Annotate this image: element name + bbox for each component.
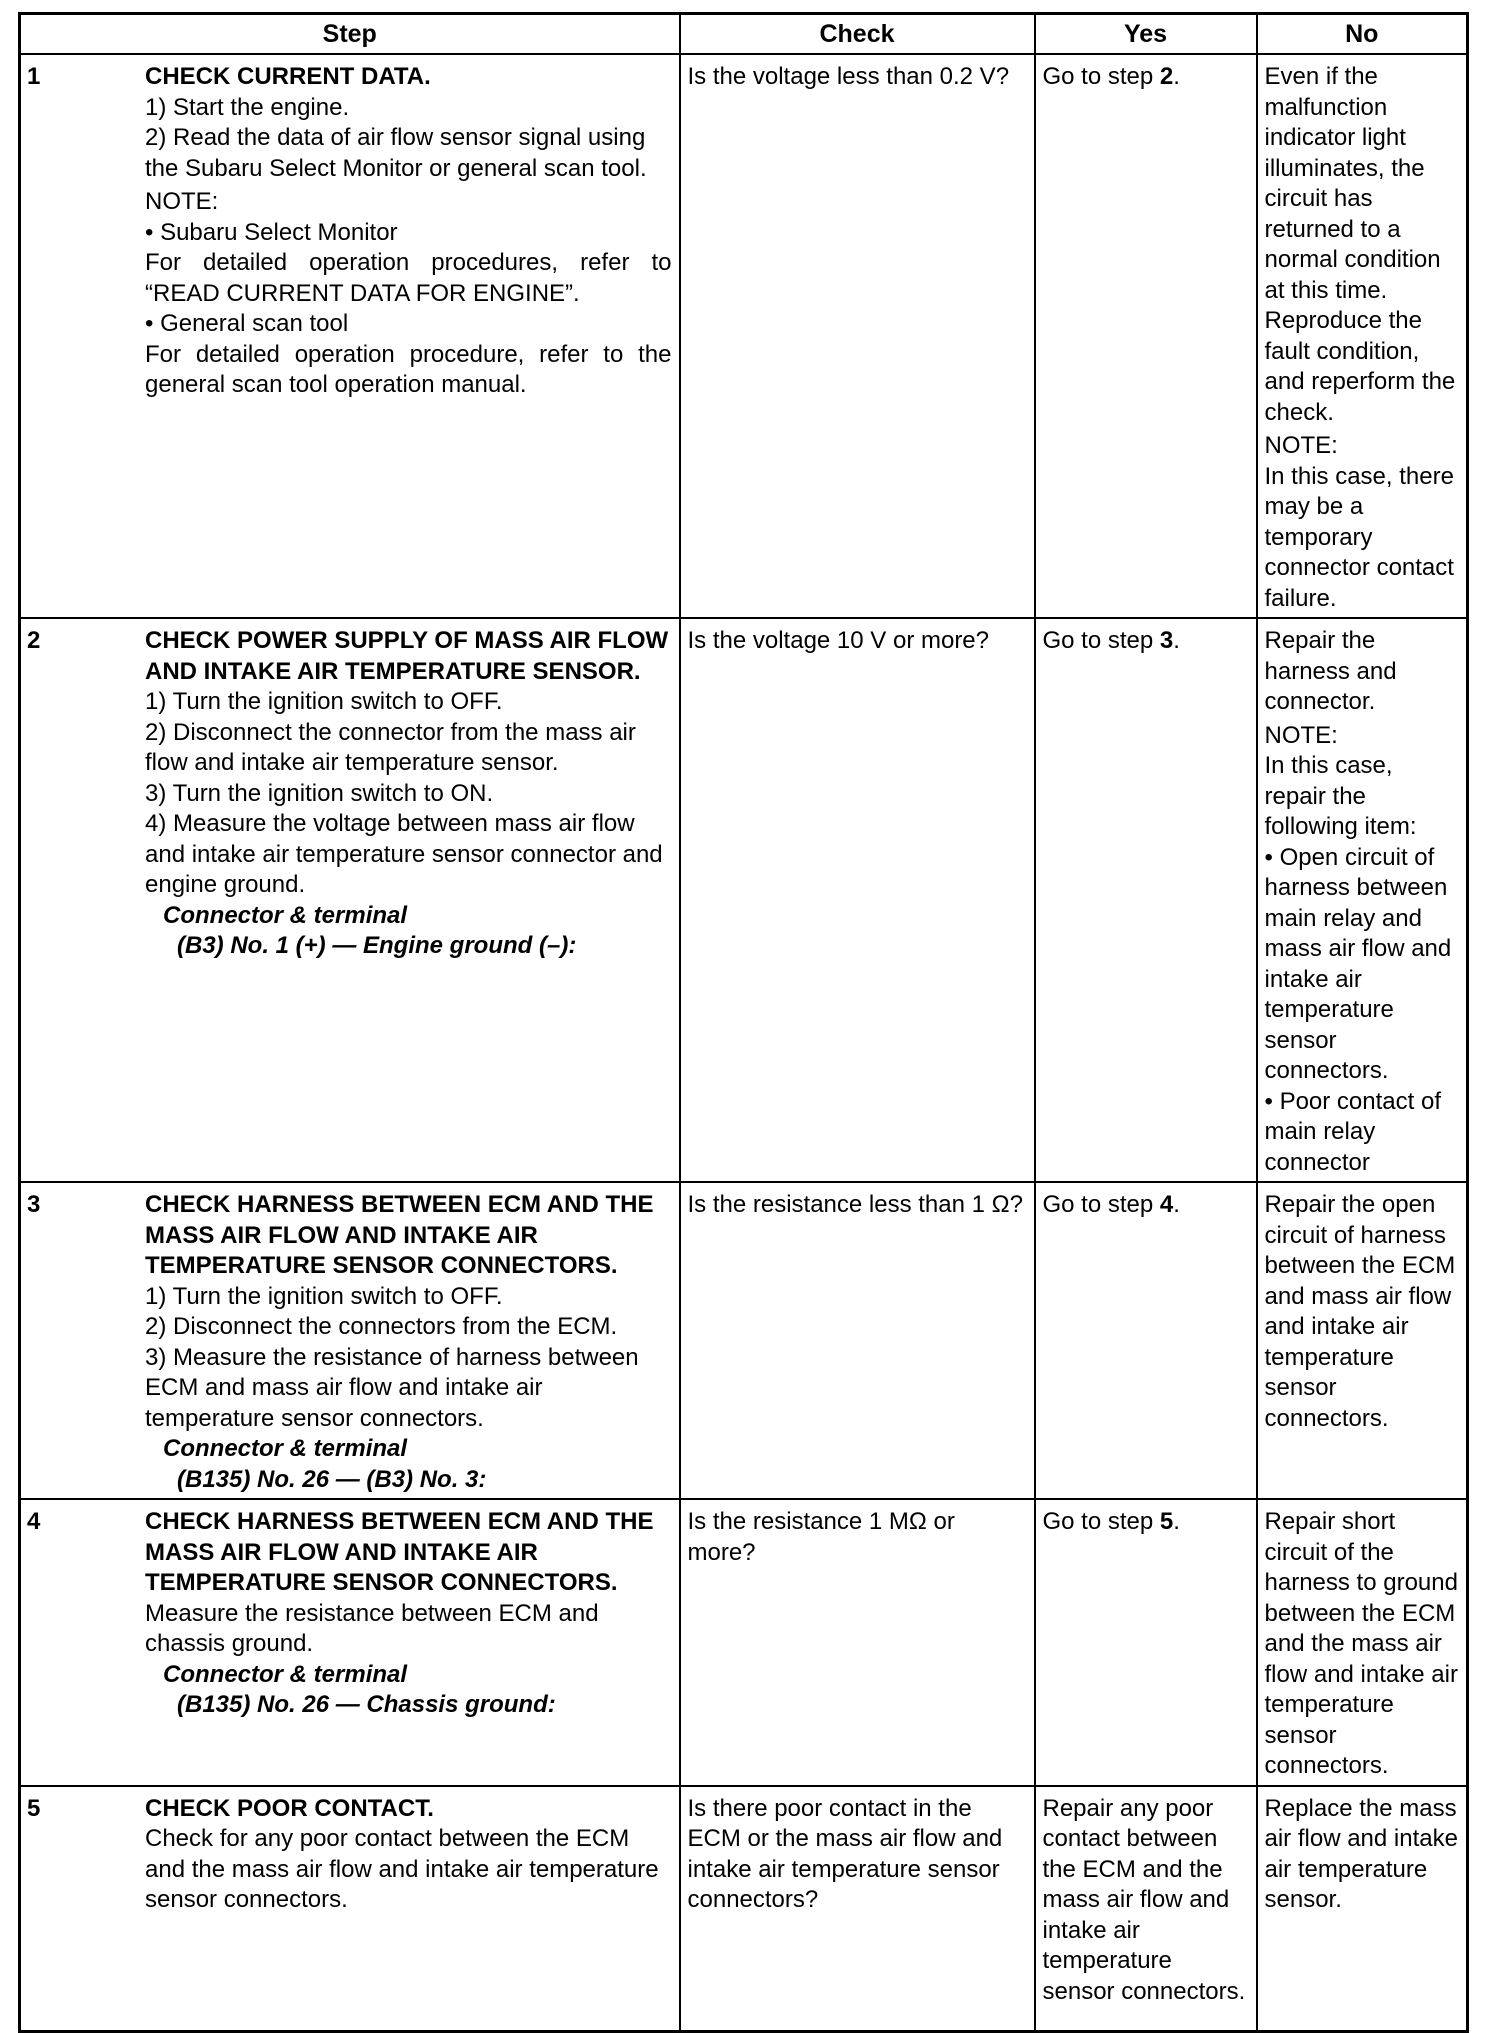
yes-step: 2 — [1159, 63, 1174, 90]
no-cell — [1257, 618, 1468, 1182]
yes-step: 4 — [1159, 1191, 1174, 1218]
yes-cell — [1035, 1182, 1257, 1499]
yes-prefix: Go to step — [1042, 627, 1160, 654]
yes-suffix: . — [1173, 1508, 1180, 1535]
step-line: 3) Turn the ignition switch to ON. — [145, 779, 494, 807]
terminal-value: (B3) No. 1 (+) — Engine ground (–): — [177, 932, 577, 959]
note-label: NOTE: — [145, 188, 219, 215]
no-text: Repair the open circuit of harness between the ECM and mass air flow and intake air temperature sensor connectors. — [1264, 1191, 1456, 1432]
step-line: 3) Measure the resistance of harness between ECM and mass air flow and intake air temperature sensor connectors. — [145, 1343, 639, 1432]
yes-step: 3 — [1159, 627, 1174, 654]
step-cell — [20, 1182, 680, 1499]
step-number: 1 — [27, 63, 41, 90]
yes-cell — [1035, 618, 1257, 1182]
yes-step: 5 — [1159, 1508, 1174, 1535]
step-cell — [20, 618, 680, 1182]
no-cell — [1257, 1499, 1468, 1786]
step-cell — [20, 1786, 680, 2032]
step-title: CHECK HARNESS BETWEEN ECM AND THE MASS AIR FLOW AND INTAKE AIR TEMPERATURE SENSOR CONNECTORS. — [145, 1508, 654, 1596]
yes-suffix: . — [1173, 1191, 1180, 1218]
yes-cell — [1035, 1499, 1257, 1786]
step-line: 2) Disconnect the connectors from the ECM. — [145, 1313, 618, 1340]
yes-cell: Repair any poor contact between the ECM and the mass air flow and intake air temperature sensor connectors. — [1035, 1786, 1257, 2032]
no-text: Replace the mass air flow and intake air temperature sensor. — [1264, 1794, 1458, 1913]
step-title: CHECK CURRENT DATA. — [145, 63, 431, 90]
check-cell: Is there poor contact in the ECM or the mass air flow and intake air temperature sensor connectors? — [680, 1786, 1035, 2032]
step-title: CHECK HARNESS BETWEEN ECM AND THE MASS AIR FLOW AND INTAKE AIR TEMPERATURE SENSOR CONNECTORS. — [145, 1191, 654, 1279]
terminal-label: Connector & terminal — [163, 901, 408, 929]
no-text: Repair the harness and connector. — [1264, 627, 1397, 715]
yes-suffix: . — [1173, 63, 1180, 90]
no-text: Even if the malfunction indicator light illuminates, the circuit has returned to a normal condition at this time. Reproduce the fault condition, and reperform the check. — [1264, 63, 1456, 426]
no-note-label: NOTE: — [1264, 721, 1338, 749]
table-row — [20, 1499, 1468, 1786]
note-line: • Subaru Select Monitor — [145, 218, 398, 246]
yes-prefix: Go to step — [1042, 1191, 1160, 1218]
table-row — [20, 1182, 1468, 1499]
terminal-label: Connector & terminal — [163, 1660, 408, 1688]
step-line: Measure the resistance between ECM and chassis ground. — [145, 1599, 599, 1657]
no-note: In this case, there may be a temporary connector contact failure. — [1264, 462, 1454, 612]
terminal-value: (B135) No. 26 — (B3) No. 3: — [177, 1465, 487, 1493]
check-cell: Is the resistance less than 1 Ω? — [680, 1182, 1035, 1499]
no-bullet: • Open circuit of harness between main relay and mass air flow and intake air temperature sensor connectors. — [1264, 843, 1452, 1084]
table-row — [20, 54, 1468, 618]
header-no: No — [1257, 14, 1468, 55]
note-line: For detailed operation procedures, refer to “READ CURRENT DATA FOR ENGINE”. — [145, 249, 672, 307]
yes-cell — [1035, 54, 1257, 618]
diagnostic-table — [18, 12, 1469, 2033]
note-line: • General scan tool — [145, 310, 349, 337]
no-cell — [1257, 1786, 1468, 2032]
no-cell — [1257, 54, 1468, 618]
step-title: CHECK POOR CONTACT. — [145, 1794, 434, 1822]
yes-suffix: . — [1173, 627, 1180, 654]
check-cell: Is the voltage less than 0.2 V? — [680, 54, 1035, 618]
no-bullet: • Poor contact of main relay connector — [1264, 1087, 1441, 1176]
step-cell — [20, 54, 680, 618]
no-note-label: NOTE: — [1264, 432, 1338, 459]
step-cell — [20, 1499, 680, 1786]
step-line: 2) Disconnect the connector from the mass air flow and intake air temperature sensor. — [145, 718, 636, 776]
step-number: 2 — [27, 627, 41, 654]
no-text: Repair short circuit of the harness to ground between the ECM and the mass air flow and intake air temperature sensor connectors. — [1264, 1508, 1458, 1779]
step-line: Check for any poor contact between the ECM and the mass air flow and intake air temperature sensor connectors. — [145, 1825, 659, 1913]
step-line: 1) Turn the ignition switch to OFF. — [145, 1282, 503, 1310]
table-header-row — [20, 14, 1468, 55]
no-note: In this case, repair the following item: — [1264, 752, 1417, 840]
table-row — [20, 618, 1468, 1182]
yes-prefix: Go to step — [1042, 1508, 1160, 1535]
step-line: 1) Turn the ignition switch to OFF. — [145, 688, 503, 715]
step-line: 1) Start the engine. — [145, 93, 350, 121]
step-line: 2) Read the data of air flow sensor signal using the Subaru Select Monitor or general scan tool. — [145, 124, 647, 182]
no-cell — [1257, 1182, 1468, 1499]
step-title: CHECK POWER SUPPLY OF MASS AIR FLOW AND INTAKE AIR TEMPERATURE SENSOR. — [145, 627, 669, 685]
step-number: 3 — [27, 1191, 41, 1218]
check-cell: Is the voltage 10 V or more? — [680, 618, 1035, 1182]
terminal-value: (B135) No. 26 — Chassis ground: — [177, 1691, 556, 1718]
header-step: Step — [20, 14, 680, 55]
header-yes: Yes — [1035, 14, 1257, 55]
table-row — [20, 1786, 1468, 2032]
note-line: For detailed operation procedure, refer to the general scan tool operation manual. — [145, 340, 672, 398]
check-cell: Is the resistance 1 MΩ or more? — [680, 1499, 1035, 1786]
header-check: Check — [680, 14, 1035, 55]
step-line: 4) Measure the voltage between mass air flow and intake air temperature sensor connector and engine ground. — [145, 810, 663, 898]
step-number: 5 — [27, 1794, 41, 1822]
yes-prefix: Go to step — [1042, 63, 1160, 90]
step-number: 4 — [27, 1508, 41, 1535]
terminal-label: Connector & terminal — [163, 1435, 408, 1462]
